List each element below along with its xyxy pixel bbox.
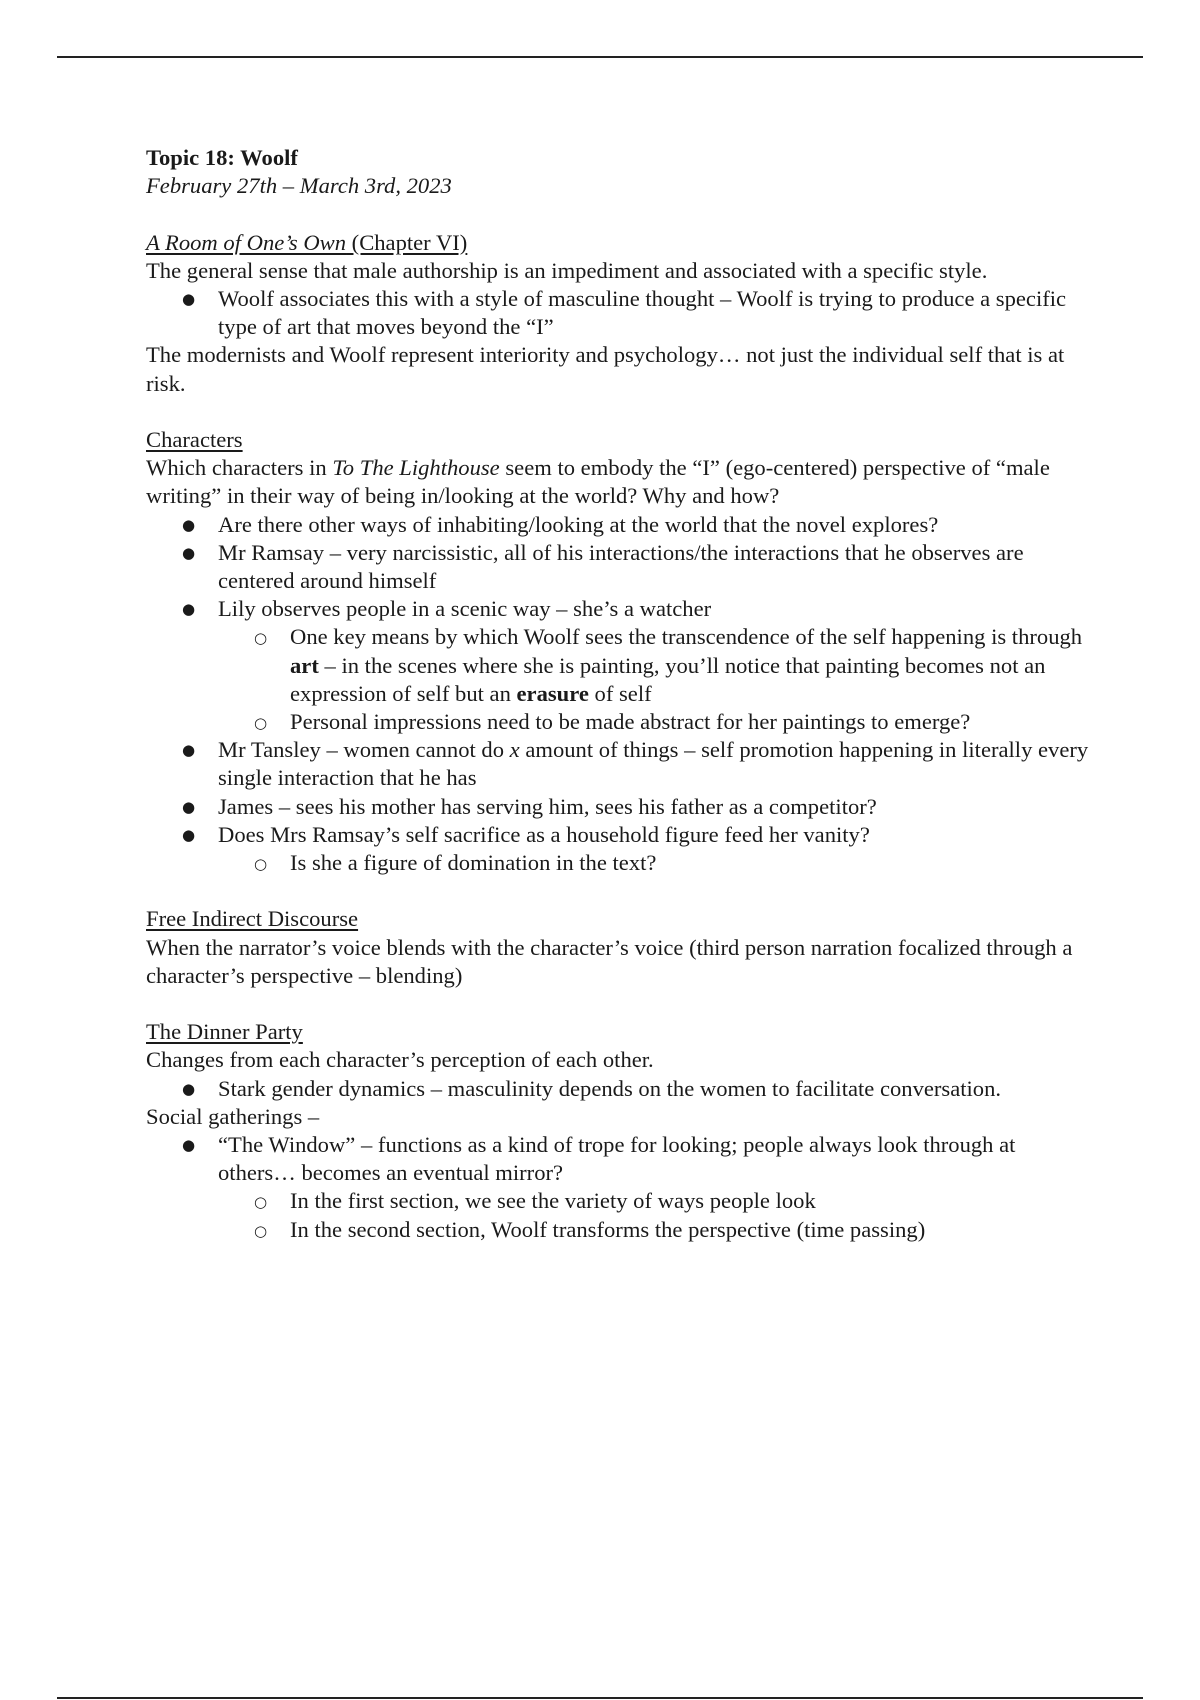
text-run: One key means by which Woolf sees the transcendence of the self happening is through [290, 624, 1083, 650]
italic-term: x [509, 737, 520, 763]
sub-list-item [218, 623, 1096, 708]
list-item: ● James – sees his mother has serving him, sees his father as a competitor? [146, 793, 1096, 821]
book-title: To The Lighthouse [332, 455, 500, 481]
sub-bullet-list [146, 1187, 1096, 1243]
spacer [146, 398, 1096, 426]
section-heading-dinner: The Dinner Party [146, 1019, 303, 1045]
list-item [146, 736, 1096, 792]
text-run: Mr Tansley – women cannot do [218, 737, 510, 763]
bullet-list [146, 285, 1096, 341]
sub-list-item: ○ Is she a figure of domination in the text? [218, 849, 1096, 877]
text-run: Does Mrs Ramsay’s self sacrifice as a household figure feed her vanity? [218, 821, 870, 847]
text-run: seem to embody the “I” (ego-centered) perspective of “male writing” in their way of being in/looking at the world? Why and how? [146, 455, 1050, 509]
list-item: ● Woolf associates this with a style of masculine thought – Woolf is trying to produce a specific type of art that moves beyond the “I” [146, 285, 1096, 341]
bottom-rule [57, 1697, 1143, 1699]
sub-bullet-list [146, 623, 1096, 736]
paragraph: When the narrator’s voice blends with the character’s voice (third person narration focalized through a character’s perspective – blending) [146, 934, 1073, 988]
paragraph [146, 454, 1096, 510]
date-range: February 27th – March 3rd, 2023 [146, 173, 452, 199]
bullet-list [146, 1131, 1096, 1244]
text-run: Lily observes people in a scenic way – she’s a watcher [218, 596, 712, 622]
text-run: of self [588, 680, 652, 706]
document-page [146, 144, 1096, 1244]
spacer [146, 877, 1096, 905]
list-item: ● Stark gender dynamics – masculinity depends on the women to facilitate conversation. [146, 1075, 1096, 1103]
bullet-list [146, 1075, 1096, 1103]
sub-list-item: ○ Personal impressions need to be made abstract for her paintings to emerge? [218, 708, 1096, 736]
list-item: ● Mr Ramsay – very narcissistic, all of his interactions/the interactions that he observes are centered around himself [146, 539, 1096, 595]
bold-term: erasure [516, 680, 589, 706]
top-rule [57, 56, 1143, 58]
sub-bullet-list [146, 849, 1096, 877]
heading-chapter: (Chapter VI) [346, 229, 468, 255]
bullet-list [146, 511, 1096, 878]
paragraph: The general sense that male authorship is an impediment and associated with a specific style. [146, 257, 988, 283]
paragraph: Social gatherings – [146, 1103, 320, 1129]
text-run: amount of things – self promotion happening in literally every single interaction that he has [218, 737, 1089, 791]
heading-book-title: A Room of One’s Own [146, 229, 347, 255]
list-item: ● Are there other ways of inhabiting/looking at the world that the novel explores? [146, 511, 1096, 539]
list-item [146, 821, 1096, 877]
text-run: Which characters in [146, 455, 333, 481]
text-run: – in the scenes where she is painting, you’ll notice that painting becomes not an expression of self but an [290, 652, 1046, 706]
list-item [146, 595, 1096, 736]
section-heading-characters: Characters [146, 427, 243, 452]
sub-list-item: ○ In the second section, Woolf transforms the perspective (time passing) [218, 1216, 1096, 1244]
paragraph: The modernists and Woolf represent interiority and psychology… not just the individual self that is at risk. [146, 342, 1065, 396]
text-run: “The Window” – functions as a kind of trope for looking; people always look through at others… becomes an eventual mirror? [218, 1132, 1016, 1186]
spacer [146, 200, 1096, 228]
section-heading-room [146, 229, 1096, 257]
paragraph: Changes from each character’s perception of each other. [146, 1047, 654, 1073]
bold-term: art [290, 652, 319, 678]
list-item [146, 1131, 1096, 1244]
spacer [146, 990, 1096, 1018]
page-title: Topic 18: Woolf [146, 145, 298, 170]
sub-list-item: ○ In the first section, we see the variety of ways people look [218, 1187, 1096, 1215]
section-heading-fid: Free Indirect Discourse [146, 906, 359, 932]
